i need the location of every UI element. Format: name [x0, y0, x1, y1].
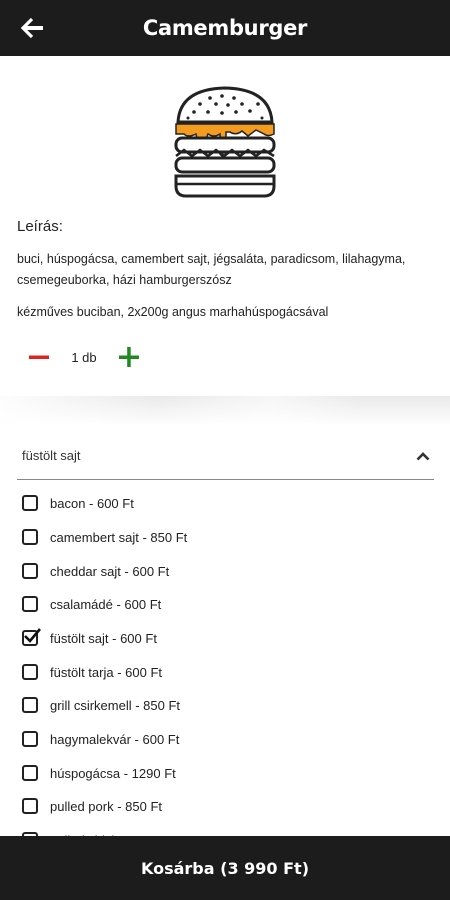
option-label: húspogácsa - 1290 Ft	[50, 765, 176, 781]
extra-option-fustolt-sajt[interactable]	[22, 628, 157, 648]
option-label: cheddar sajt - 600 Ft	[50, 563, 170, 579]
checkmark-icon	[23, 627, 41, 645]
checkbox[interactable]	[22, 798, 38, 814]
extra-option-bacon[interactable]	[22, 493, 134, 513]
option-label: bacon - 600 Ft	[50, 495, 134, 511]
option-label: csalamádé - 600 Ft	[50, 596, 162, 612]
checkbox-checked[interactable]	[22, 630, 38, 646]
checkbox[interactable]	[22, 697, 38, 713]
option-label: pulled pork - 850 Ft	[50, 798, 163, 814]
add-to-cart-label: Kosárba (3 990 Ft)	[140, 858, 309, 878]
burger-icon	[170, 84, 280, 200]
divider-highlight	[0, 396, 450, 426]
extras-select-value: füstölt sajt	[22, 448, 81, 463]
description-heading: Leírás:	[17, 218, 63, 235]
product-image	[170, 84, 280, 200]
extra-option-huspogacsa[interactable]	[22, 763, 176, 783]
description-subtext: kézműves buciban, 2x200g angus marhahúspogácsával	[17, 305, 329, 319]
extra-option-hagymalekvar[interactable]	[22, 729, 179, 749]
option-label: grill csirkemell - 850 Ft	[50, 697, 181, 713]
extra-option-fustolt-tarja[interactable]	[22, 662, 162, 682]
checkbox[interactable]	[22, 731, 38, 747]
back-button[interactable]	[20, 15, 46, 41]
quantity-value: 1 db	[71, 349, 97, 365]
option-label: hagymalekvár - 600 Ft	[50, 731, 180, 747]
checkbox[interactable]	[22, 664, 38, 680]
extra-option-grill-csirkemell[interactable]	[22, 695, 180, 715]
app-header	[0, 0, 450, 56]
section-divider	[0, 396, 450, 426]
checkbox[interactable]	[22, 765, 38, 781]
extra-option-pulled-pork[interactable]	[22, 796, 162, 816]
increase-button[interactable]	[116, 344, 142, 370]
option-label: camembert sajt - 850 Ft	[50, 529, 188, 545]
checkbox[interactable]	[22, 529, 38, 545]
extras-select[interactable]	[17, 436, 434, 480]
page-title: Camemburger	[142, 16, 308, 40]
arrow-left-icon	[22, 18, 44, 38]
option-label: füstölt tarja - 600 Ft	[50, 664, 162, 680]
extra-option-csalamade[interactable]	[22, 594, 161, 614]
description-text: buci, húspogácsa, camembert sajt, jégsaláta, paradicsom, lilahagyma, csemegeuborka, házi hamburgerszósz	[17, 252, 406, 287]
checkbox[interactable]	[22, 563, 38, 579]
checkbox[interactable]	[22, 495, 38, 511]
extras-option-list	[0, 488, 450, 836]
decrease-button[interactable]	[26, 344, 52, 370]
extra-option-cheddar[interactable]	[22, 561, 169, 581]
chevron-up-icon	[416, 451, 430, 461]
checkbox[interactable]	[22, 596, 38, 612]
extra-option-camembert[interactable]	[22, 527, 187, 547]
minus-icon	[27, 345, 51, 369]
add-to-cart-button[interactable]	[0, 836, 450, 900]
quantity-stepper	[26, 344, 142, 370]
option-label: füstölt sajt - 600 Ft	[50, 630, 157, 646]
plus-icon	[117, 345, 141, 369]
